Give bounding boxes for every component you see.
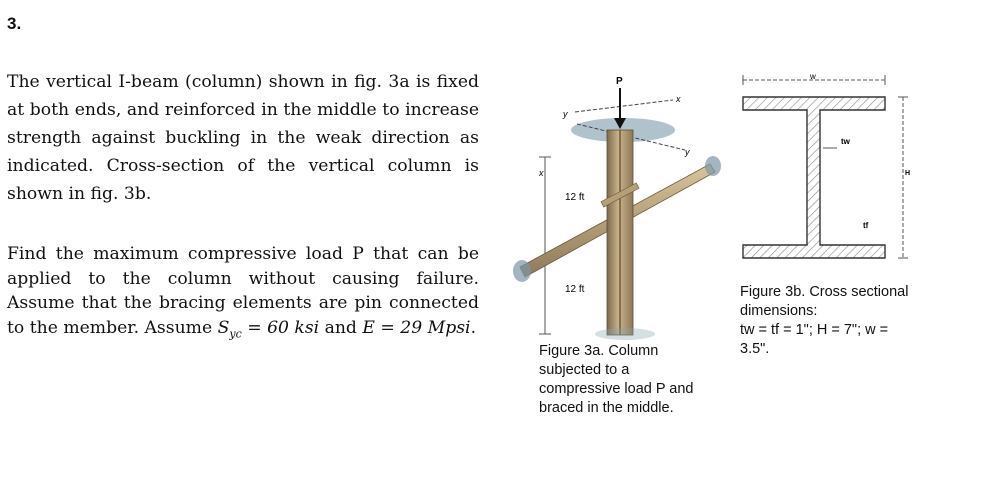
axis-y-right-label: y: [685, 147, 690, 157]
question-number: 3.: [7, 14, 22, 33]
flange-thickness-label: tf: [863, 221, 869, 230]
axis-x-left-label: x: [539, 168, 544, 178]
figure-3b-cross-section: [735, 70, 915, 270]
width-label: w: [810, 72, 816, 81]
web-thickness-label: tw: [841, 137, 850, 146]
figure-3b-caption: [740, 283, 910, 359]
elastic-modulus-value: E = 29 Mpsi: [362, 317, 471, 338]
yield-strength-symbol: $S_{yc}$: [217, 317, 242, 341]
figure-3b-caption-line2: tw = tf = 1"; H = 7"; w = 3.5".: [740, 322, 889, 357]
axis-y-top-label: y: [563, 109, 568, 119]
problem-statement-paragraph: The vertical I-beam (column) shown in fig. 3a is fixed at both ends, and reinforced in the middle to increase strength against buckling in the weak direction as indicated. Cross-section of the vertical column is shown in fig. 3b.: [7, 72, 479, 204]
figure-3a-column-illustration: [515, 72, 725, 342]
conjunction-text: and: [319, 317, 357, 338]
axis-x-top: [575, 100, 673, 112]
load-label: P: [616, 76, 623, 87]
figure-3b-caption-line1: Figure 3b. Cross sectional dimensions:: [740, 284, 909, 319]
task-paragraph: Find the maximum compressive load P that can be applied to the column without causing failure. Assume that the bracing elements are pin connected to the member. Assume $S_{yc} = 60$ ksi and E = 29 Mpsi.: [7, 244, 479, 341]
height-label: H: [905, 170, 911, 177]
figure-3a-caption: Figure 3a. Column subjected to a compressive load P and braced in the middle.: [539, 343, 694, 416]
task-text: Find the maximum compressive load P that can be applied to the column without causing failure. Assume that the bracing elements are pin connected to the member. Assume: [7, 244, 479, 338]
yield-strength-value: = 60 ksi: [241, 317, 320, 338]
dimension-upper-label: 12 ft: [565, 192, 585, 203]
dimension-lower-label: 12 ft: [565, 284, 585, 295]
axis-x-top-label: x: [676, 94, 681, 104]
i-beam-section: [743, 97, 885, 258]
